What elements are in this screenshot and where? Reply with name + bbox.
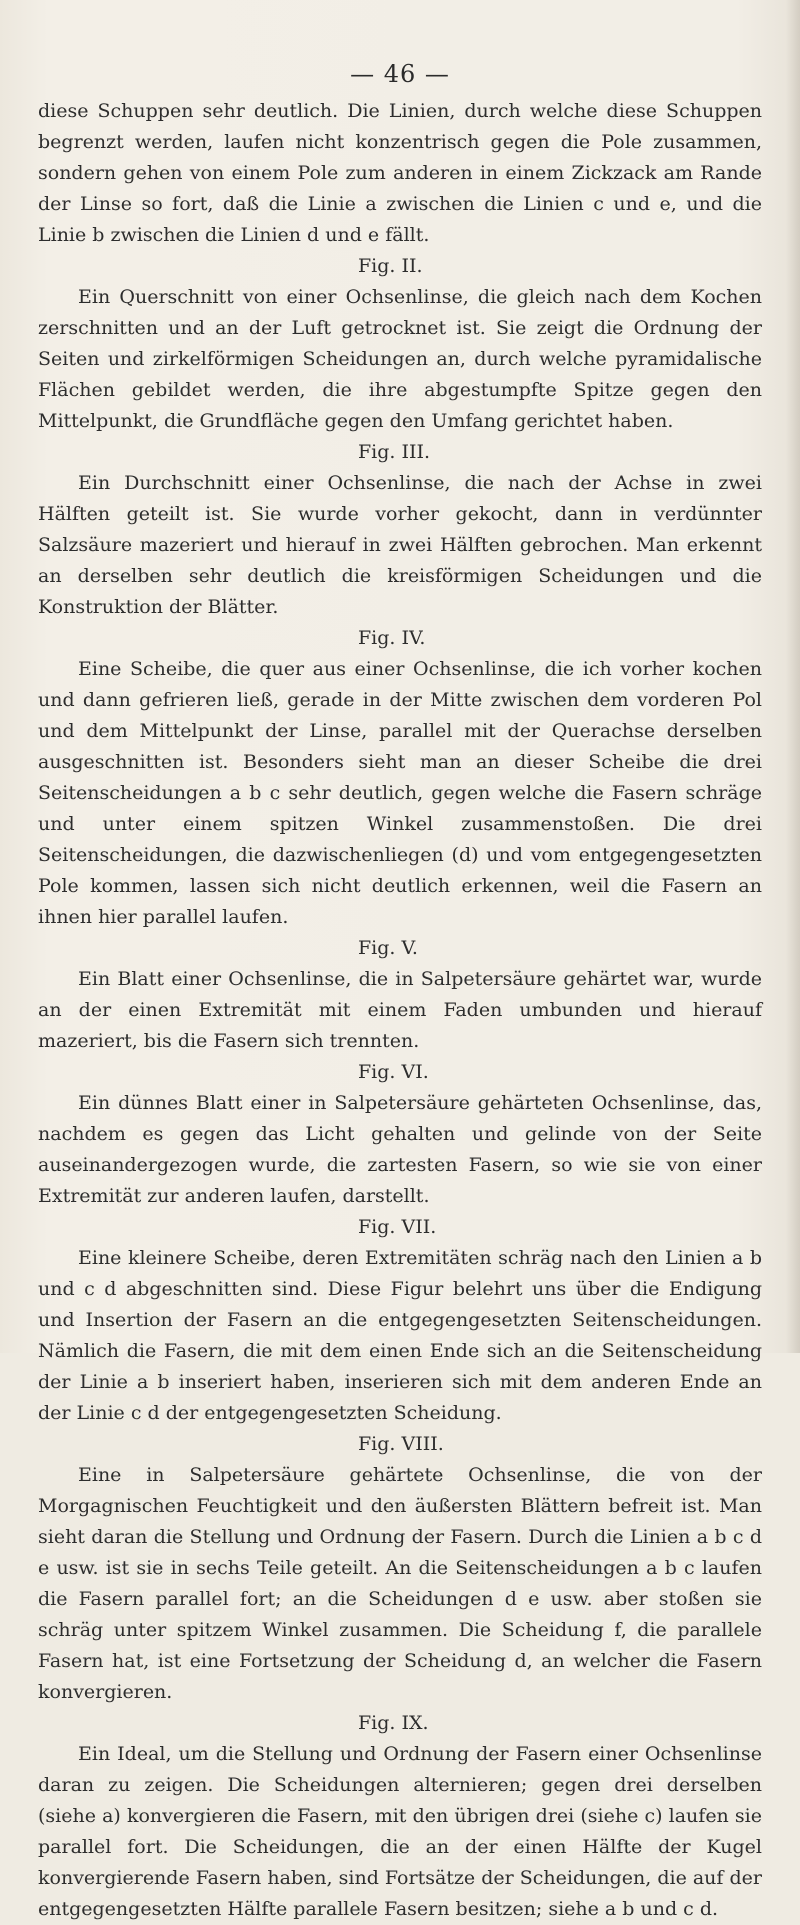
page-edge-shadow: [786, 0, 800, 1353]
figure-heading: Fig. VI.: [358, 1061, 429, 1083]
figure-heading: Fig. II.: [358, 255, 423, 277]
figure-heading: Fig. V.: [358, 937, 418, 959]
figure-description: Ein Ideal, um die Stellung und Ordnung der Fasern einer Ochsenlinse daran zu zeigen. Die Scheidungen alternieren; gegen drei derselben (siehe a) konvergieren die Fasern, mit den übrigen drei (siehe c) laufen sie parallel fort. Die Scheidungen, die an der einen Hälfte der Kugel konvergierende Fasern haben, sind Fortsätze der Scheidungen, die auf der entgegengesetzten Hälfte parallele Fasern besitzen; siehe a b und c d.: [38, 1743, 762, 1920]
figure-heading: Fig. IX.: [358, 1712, 429, 1734]
figure-description: Ein Querschnitt von einer Ochsenlinse, die gleich nach dem Kochen zerschnitten und an der Luft getrocknet ist. Sie zeigt die Ordnung der Seiten und zirkelförmigen Scheidungen an, durch welche pyramidalische Flächen gebildet werden, die ihre abgestumpfte Spitze gegen den Mittelpunkt, die Grundfläche gegen den Umfang gerichtet haben.: [38, 286, 762, 432]
figure-description: Ein Durchschnitt einer Ochsenlinse, die nach der Achse in zwei Hälften geteilt ist. Sie wurde vorher gekocht, dann in verdünnter Salzsäure mazeriert und hierauf in zwei Hälften gebrochen. Man erkennt an derselben sehr deutlich die kreisförmigen Scheidungen und die Konstruktion der Blätter.: [38, 472, 762, 618]
figure-heading: Fig. VIII.: [358, 1433, 444, 1455]
figure-heading: Fig. IV.: [358, 627, 426, 649]
intro-paragraph: diese Schuppen sehr deutlich. Die Linien, durch welche diese Schuppen begrenzt werden, laufen nicht konzentrisch gegen die Pole zusammen, sondern gehen von einem Pole zum anderen in einem Zickzack am Rande der Linse so fort, daß die Linie a zwischen die Linien c und e, und die Linie b zwischen die Linien d und e fällt.: [38, 100, 762, 246]
figure-description: Eine kleinere Scheibe, deren Extremitäten schräg nach den Linien a b und c d abgeschnitten sind. Diese Figur belehrt uns über die Endigung und Insertion der Fasern an die entgegengesetzten Seitenscheidungen. Nämlich die Fasern, die mit dem einen Ende sich an die Seitenscheidung der Linie a b inseriert haben, inserieren sich mit dem anderen Ende an der Linie c d der entgegengesetzten Scheidung.: [38, 1247, 762, 1424]
figure-description: Ein dünnes Blatt einer in Salpetersäure gehärteten Ochsenlinse, das, nachdem es gegen das Licht gehalten und gelinde von der Seite auseinandergezogen wurde, die zartesten Fasern, so wie sie von einer Extremität zur anderen laufen, darstellt.: [38, 1092, 762, 1207]
figure-heading: Fig. VII.: [358, 1216, 437, 1238]
page-number: — 46 —: [350, 60, 450, 88]
figure-description: Eine Scheibe, die quer aus einer Ochsenlinse, die ich vorher kochen und dann gefrieren ließ, gerade in der Mitte zwischen dem vorderen Pol und dem Mittelpunkt der Linse, parallel mit der Querachse derselben ausgeschnitten ist. Besonders sieht man an dieser Scheibe die drei Seitenscheidungen a b c sehr deutlich, gegen welche die Fasern schräge und unter einem spitzen Winkel zusammenstoßen. Die drei Seitenscheidungen, die dazwischenliegen (d) und vom entgegengesetzten Pole kommen, lassen sich nicht deutlich erkennen, weil die Fasern an ihnen hier parallel laufen.: [38, 658, 762, 928]
page-body: [38, 96, 762, 1925]
figure-description: Eine in Salpetersäure gehärtete Ochsenlinse, die von der Morgagnischen Feuchtigkeit und den äußersten Blättern befreit ist. Man sieht daran die Stellung und Ordnung der Fasern. Durch die Linien a b c d e usw. ist sie in sechs Teile geteilt. An die Seitenscheidungen a b c laufen die Fasern parallel fort; an die Scheidungen d e usw. aber stoßen sie schräg unter spitzem Winkel zusammen. Die Scheidung f, die parallele Fasern hat, ist eine Fortsetzung der Scheidung d, an welcher die Fasern konvergieren.: [38, 1464, 762, 1703]
figure-description: Ein Blatt einer Ochsenlinse, die in Salpetersäure gehärtet war, wurde an der einen Extremität mit einem Faden umbunden und hierauf mazeriert, bis die Fasern sich trennten.: [38, 968, 762, 1052]
figure-heading: Fig. III.: [358, 441, 431, 463]
